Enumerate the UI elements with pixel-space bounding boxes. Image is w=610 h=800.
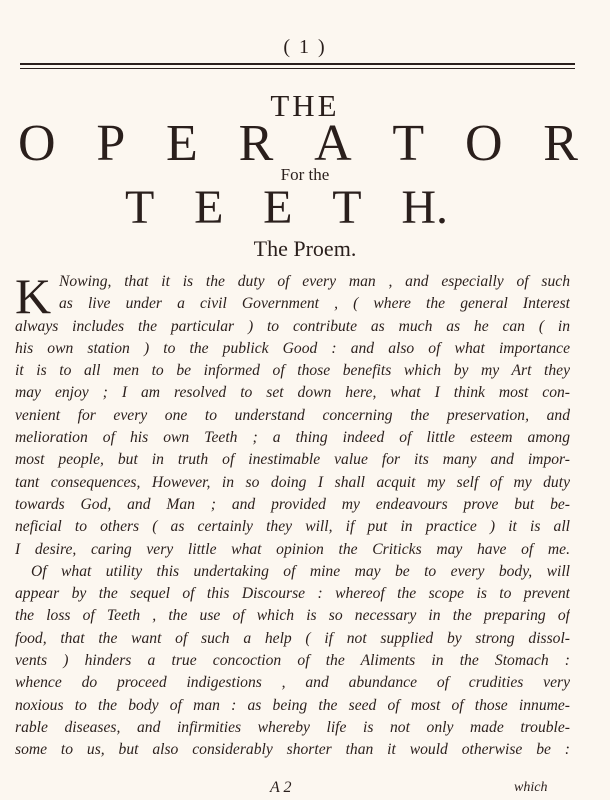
text-line: always includes the particular ) to contribute as much as he can ( in (15, 317, 570, 335)
header-rule-bottom (20, 68, 575, 69)
text-line: whence do proceed indigestions , and abundance of crudities very (15, 674, 570, 692)
catchword: which (514, 780, 548, 795)
title-operator-letter: R (238, 115, 274, 172)
drop-cap: K (15, 268, 52, 324)
signature-mark: A 2 (270, 779, 292, 796)
title-operator-letter: T (392, 115, 425, 172)
title-operator-letter: P (96, 115, 126, 172)
title-operator-letter: O (18, 115, 56, 172)
text-line: appear by the sequel of this Discourse : whereof the scope is to prevent (15, 585, 570, 603)
title-operator-letter: A (314, 115, 352, 172)
text-line: Of what utility this undertaking of mine may be to every body, will (31, 562, 570, 580)
header-rule-top (20, 63, 575, 65)
title-teeth-letter: H. (401, 181, 448, 234)
text-line: rable diseases, and infirmities whereby life is not only made trouble- (15, 718, 570, 736)
title-teeth-letter: T (332, 181, 362, 234)
text-line: tant consequences, However, in so doing I shall acquit my self of my duty (15, 473, 570, 491)
title-operator (18, 115, 578, 172)
text-line: Nowing, that it is the duty of every man , and especially of such (59, 273, 570, 290)
title-teeth (125, 181, 448, 234)
text-line: some to us, but also considerably shorter than it would otherwise be : (15, 741, 570, 759)
body-text (15, 268, 570, 762)
text-line: melioration of his own Teeth ; a thing indeed of little esteem among (15, 429, 570, 447)
text-line: food, that the want of such a help ( if not supplied by strong dissol- (15, 629, 570, 647)
text-line: the loss of Teeth , the use of which is so necessary in the preparing of (15, 607, 570, 625)
title-operator-letter: O (464, 115, 503, 172)
title-the: THE (270, 88, 340, 123)
text-line: vents ) hinders a true concoction of the Aliments in the Stomach : (15, 652, 570, 670)
text-line: his own station ) to the publick Good : and also of what importance (15, 339, 570, 357)
title-teeth-letter: E (194, 181, 224, 234)
text-line: neficial to others ( as certainly they will, if put in practice ) it is all (15, 518, 570, 536)
text-line: may enjoy ; I am resolved to set down here, what I think most con- (15, 384, 570, 402)
text-line: as live under a civil Government , ( where the general Interest (59, 295, 570, 313)
text-line: it is to all men to be informed of those benefits which by my Art they (15, 362, 570, 380)
text-line: most people, but in truth of inestimable value for its many and impor- (15, 451, 570, 469)
text-line: venient for every one to understand concerning the preservation, and (15, 406, 570, 424)
text-line: towards God, and Man ; and provided my endeavours prove but be- (15, 495, 570, 513)
text-line: I desire, caring very little what opinion the Criticks may have of me. (15, 540, 570, 558)
title-operator-letter: R (543, 115, 578, 172)
title-teeth-letter: T (125, 181, 155, 234)
title-for-the: For the (280, 165, 330, 184)
page-number: ( 1 ) (283, 36, 327, 58)
title-operator-letter: E (166, 115, 198, 172)
title-teeth-letter: E (263, 181, 293, 234)
text-line: noxious to the body of man : as being the seed of most of those innume- (15, 696, 570, 714)
section-heading: The Proem. (253, 236, 357, 261)
